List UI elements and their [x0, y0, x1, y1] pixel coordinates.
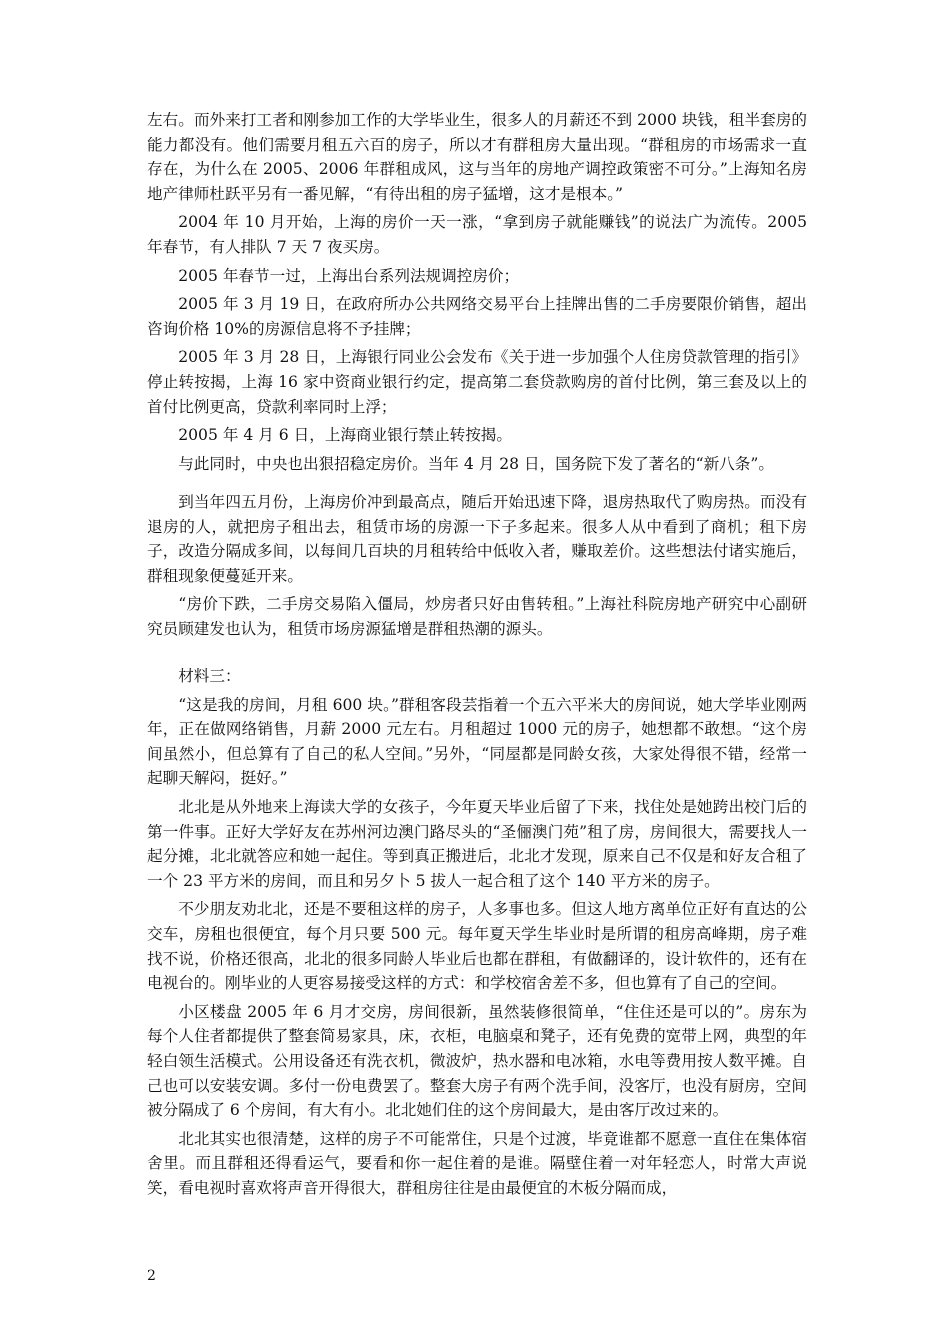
section-1: [147, 108, 807, 480]
paragraph: 到当年四五月份，上海房价冲到最高点，随后开始迅速下降，退房热取代了购房热。而没有退房的人，就把房子租出去，租赁市场的房源一下子多起来。很多人从中看到了商机；租下房子，改造分隔成多间，以每间几百块的月租转给中低收入者，赚取差价。这些想法付诸实施后，群租现象便蔓延开来。: [147, 493, 807, 585]
paragraph: 北北是从外地来上海读大学的女孩子，今年夏天毕业后留了下来，找住处是她跨出校门后的第一件事。正好大学好友在苏州河边澳门路尽头的“圣俪澳门苑”租了房，房间很大，需要找人一起分摊，北北就答应和她一起住。等到真正搬进后，北北才发现，原来自己不仅是和好友合租了一个 23 平方米的房间，而且和另夕卜 5 拔人一起合租了这个 140 平方米的房子。: [147, 797, 807, 890]
paragraph: 2005 年 3 月 28 日，上海银行同业公会发布《关于进一步加强个人住房贷款管理的指引》停止转按揭，上海 16 家中资商业银行约定，提高第二套贷款购房的首付比例，第三套及以上的首付比例更高，贷款利率同时上浮；: [147, 348, 807, 416]
paragraph: 小区楼盘 2005 年 6 月才交房，房间很新，虽然装修很简单，“住住还是可以的”。房东为每个人住者都提供了整套简易家具，床，衣柜，电脑桌和凳子，还有免费的宽带上网，典型的年轻白领生活模式。公用设备还有洗衣机，微波炉，热水器和电冰箱，水电等费用按人数平摊。自己也可以安装安调。多付一份电费罢了。整套大房子有两个洗手间，没客厅，也没有厨房，空间被分隔成了 6 个房间，有大有小。北北她们住的这个房间最大，是由客厅改过来的。: [147, 1002, 807, 1120]
paragraph: 2005 年春节一过，上海出台系列法规调控房价；: [178, 266, 520, 285]
paragraph: 不少朋友劝北北，还是不要租这样的房子，人多事也多。但这人地方离单位正好有直达的公交车，房租也很便宜，每个月只要 500 元。每年夏天学生毕业时是所谓的租房高峰期，房子难找不说，价格还很高，北北的很多同龄人毕业后也都在群租，有做翻译的，设计软件的，还有在电视台的。刚毕业的人更容易接受这样的方式：和学校宿舍差不多，但也算有了自己的空间。: [147, 900, 807, 993]
section-3: [147, 664, 807, 1204]
section-heading: 材料三：: [178, 667, 241, 685]
paragraph: “房价下跌，二手房交易陷入僵局，炒房者只好由售转租。”上海社科院房地产研究中心副研究员顾建发也认为，租赁市场房源猛增是群租热潮的源头。: [147, 595, 807, 638]
paragraph: 2004 年 10 月开始，上海的房价一天一涨，“拿到房子就能赚钱”的说法广为流传。2005 年春节，有人排队 7 天 7 夜买房。: [147, 213, 807, 256]
paragraph: “这是我的房间，月租 600 块。”群租客段芸指着一个五六平米大的房间说，她大学毕业刚两年，正在做网络销售，月薪 2000 元左右。月租超过 1000 元的房子，她想都不敢想。“这个房间虽然小，但总算有了自己的私人空间。”另外，“同屋都是同龄女孩，大家处得很不错，经常一起聊天解闷，挺好。”: [147, 695, 807, 788]
paragraph: 2005 年 4 月 6 日，上海商业银行禁止转按揭。: [178, 426, 512, 445]
paragraph: 2005 年 3 月 19 日，在政府所办公共网络交易平台上挂牌出售的二手房要限价销售，超出咨询价格 10%的房源信息将不予挂牌；: [147, 295, 807, 338]
paragraph-continued: 左右。而外来打工者和刚参加工作的大学毕业生，很多人的月薪还不到 2000 块钱，租半套房的能力都没有。他们需要月租五六百的房子，所以才有群租房大量出现。“群租房的市场需求一直存在，为什么在 2005、2006 年群租成风，这与当年的房地产调控政策密不可分。”上海知名房地产律师杜跃平另有一番见解，“有待出租的房子猛增，这才是根本。”: [147, 111, 807, 203]
page-number: 2: [147, 1268, 156, 1284]
paragraph: 与此同时，中央也出狠招稳定房价。当年 4 月 28 日，国务院下发了著名的“新八条”。: [178, 454, 774, 473]
paragraph: 北北其实也很清楚，这样的房子不可能常住，只是个过渡，毕竟谁都不愿意一直住在集体宿舍里。而且群租还得看运气，要看和你一起住着的是谁。隔壁住着一对年轻恋人，时常大声说笑，看电视时喜欢将声音开得很大，群租房往往是由最便宜的木板分隔而成，: [147, 1129, 807, 1197]
section-2: [147, 490, 807, 646]
